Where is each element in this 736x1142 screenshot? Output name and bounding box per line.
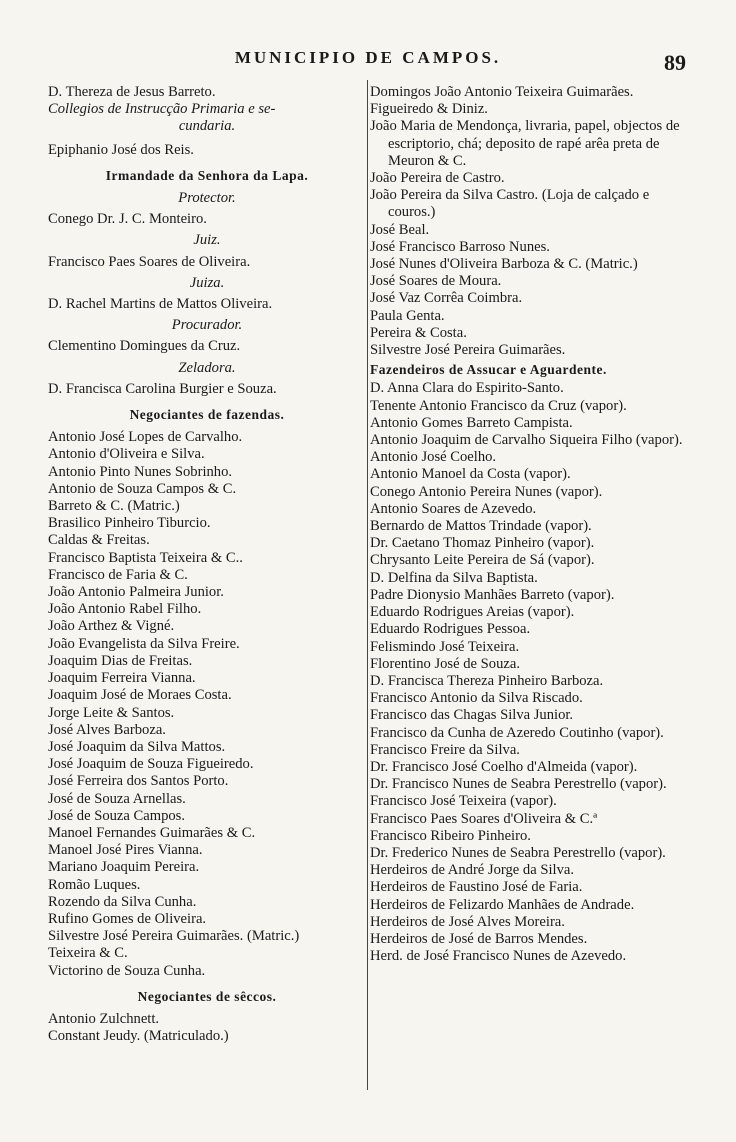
list-item: Herdeiros de José de Barros Mendes.	[370, 930, 588, 947]
list-item: José Joaquim de Souza Figueiredo.	[48, 756, 254, 773]
list-item: Silvestre José Pereira Guimarães. (Matric.)	[48, 928, 300, 945]
page-header	[0, 48, 736, 74]
list-item: José Soares de Moura.	[370, 273, 502, 290]
list-item: Felismindo José Teixeira.	[370, 638, 520, 655]
list-item: Antonio d'Oliveira e Silva.	[48, 446, 205, 463]
list-item: Eduardo Rodrigues Areias (vapor).	[370, 604, 575, 621]
protector-label: Protector.	[178, 190, 236, 207]
list-item: João Antonio Rabel Filho.	[48, 601, 202, 618]
list-item: Brasilico Pinheiro Tiburcio.	[48, 515, 211, 532]
list-item: Dr. Francisco Nunes de Seabra Perestrello (vapor).	[370, 776, 667, 793]
page-title: MUNICIPIO DE CAMPOS.	[234, 48, 502, 67]
list-item: Florentino José de Souza.	[370, 655, 520, 672]
list-item: Teixeira & C.	[48, 945, 128, 962]
list-item: Mariano Joaquim Pereira.	[48, 859, 200, 876]
list-item: Silvestre José Pereira Guimarães.	[370, 342, 566, 359]
zeladora-label: Zeladora.	[178, 359, 236, 376]
list-item: Bernardo de Mattos Trindade (vapor).	[370, 518, 592, 535]
entry-epiphanio: Epiphanio José dos Reis.	[48, 141, 194, 158]
fazendeiros-heading: Fazendeiros de Assucar e Aguardente.	[370, 362, 607, 378]
right-column	[370, 84, 698, 965]
collegios-heading	[48, 101, 366, 135]
list-item: José Joaquim da Silva Mattos.	[48, 738, 226, 755]
collegios-line-2: cundaria.	[178, 118, 236, 135]
list-item: Figueiredo & Diniz.	[370, 101, 488, 118]
list-item: Francisco da Cunha de Azeredo Coutinho (vapor).	[370, 724, 664, 741]
list-item: Victorino de Souza Cunha.	[48, 962, 206, 979]
page-number: 89	[664, 50, 686, 75]
list-item: Antonio José Lopes de Carvalho.	[48, 429, 243, 446]
list-item: Francisco das Chagas Silva Junior.	[370, 707, 574, 724]
list-item: Eduardo Rodrigues Pessoa.	[370, 621, 531, 638]
list-item: Conego Antonio Pereira Nunes (vapor).	[370, 483, 603, 500]
list-item: Francisco Freire da Silva.	[370, 741, 520, 758]
list-item: Dr. Frederico Nunes de Seabra Perestrello (vapor).	[370, 844, 666, 861]
seccos-heading: Negociantes de sêccos.	[137, 988, 277, 1004]
list-item: Francisco de Faria & C.	[48, 566, 188, 583]
list-item: Padre Dionysio Manhães Barreto (vapor).	[370, 586, 615, 603]
list-item: Manoel Fernandes Guimarães & C.	[48, 824, 256, 841]
list-item: João Antonio Palmeira Junior.	[48, 584, 224, 601]
list-item: Dr. Francisco José Coelho d'Almeida (vapor).	[370, 758, 638, 775]
list-item: Paula Genta.	[370, 307, 445, 324]
list-item: D. Delfina da Silva Baptista.	[370, 569, 538, 586]
column-divider	[367, 80, 368, 1090]
fazendas-list	[48, 429, 366, 980]
list-item: D. Anna Clara do Espirito-Santo.	[370, 380, 564, 397]
left-column	[48, 84, 366, 1045]
irmandade-heading: Irmandade da Senhora da Lapa.	[105, 167, 309, 183]
list-item: Francisco Paes Soares d'Oliveira & C.ª	[370, 810, 598, 827]
list-item: Joaquim José de Moraes Costa.	[48, 687, 232, 704]
merchants-list	[370, 84, 698, 359]
list-item: Antonio Soares de Azevedo.	[370, 500, 537, 517]
juiza-label: Juiza.	[189, 274, 225, 291]
list-item: Rozendo da Silva Cunha.	[48, 893, 197, 910]
list-item: Manoel José Pires Vianna.	[48, 842, 203, 859]
list-item: Herdeiros de José Alves Moreira.	[370, 913, 565, 930]
list-item: Domingos João Antonio Teixeira Guimarães.	[370, 84, 634, 100]
list-item: João Maria de Mendonça, livraria, papel, objectos de escriptorio, chá; deposito de rapé arêa preta de Meuron & C.	[370, 118, 680, 169]
protector-name: Conego Dr. J. C. Monteiro.	[48, 211, 207, 228]
list-item: Francisco Antonio da Silva Riscado.	[370, 690, 583, 707]
entry-thereza: D. Thereza de Jesus Barreto.	[48, 84, 216, 100]
list-item: Joaquim Ferreira Vianna.	[48, 670, 196, 687]
list-item: Chrysanto Leite Pereira de Sá (vapor).	[370, 552, 595, 569]
list-item: José Alves Barboza.	[48, 721, 166, 738]
list-item: Herdeiros de Felizardo Manhães de Andrade.	[370, 896, 635, 913]
seccos-list	[48, 1011, 366, 1045]
zeladora-name: D. Francisca Carolina Burgier e Souza.	[48, 380, 277, 397]
list-item: D. Francisca Thereza Pinheiro Barboza.	[370, 672, 604, 689]
list-item: Antonio Gomes Barreto Campista.	[370, 414, 573, 431]
fazendas-heading: Negociantes de fazendas.	[129, 407, 285, 423]
list-item: José Beal.	[370, 221, 430, 238]
list-item: Francisco Baptista Teixeira & C..	[48, 549, 243, 566]
juiz-label: Juiz.	[193, 232, 221, 249]
list-item: José Nunes d'Oliveira Barboza & C. (Matric.)	[370, 256, 638, 273]
list-item: João Arthez & Vigné.	[48, 618, 175, 635]
list-item: Caldas & Freitas.	[48, 532, 150, 549]
list-item: Francisco José Teixeira (vapor).	[370, 793, 557, 810]
list-item: Rufino Gomes de Oliveira.	[48, 910, 207, 927]
list-item: Pereira & Costa.	[370, 324, 467, 341]
list-item: João Pereira de Castro.	[370, 170, 505, 187]
list-item: João Pereira da Silva Castro. (Loja de calçado e couros.)	[370, 187, 650, 221]
list-item: José Francisco Barroso Nunes.	[370, 238, 550, 255]
list-item: João Evangelista da Silva Freire.	[48, 635, 240, 652]
list-item: Antonio Pinto Nunes Sobrinho.	[48, 463, 233, 480]
list-item: Dr. Caetano Thomaz Pinheiro (vapor).	[370, 535, 595, 552]
list-item: José Ferreira dos Santos Porto.	[48, 773, 229, 790]
list-item: Antonio Joaquim de Carvalho Siqueira Filho (vapor).	[370, 432, 683, 449]
fazendeiros-list	[370, 380, 698, 965]
list-item: Antonio José Coelho.	[370, 449, 497, 466]
list-item: Francisco Ribeiro Pinheiro.	[370, 827, 531, 844]
list-item: Jorge Leite & Santos.	[48, 704, 175, 721]
list-item: Antonio Zulchnett.	[48, 1010, 160, 1027]
list-item: Herdeiros de Faustino José de Faria.	[370, 879, 583, 896]
list-item: Antonio Manoel da Costa (vapor).	[370, 466, 571, 483]
juiz-name: Francisco Paes Soares de Oliveira.	[48, 253, 251, 270]
list-item: Barreto & C. (Matric.)	[48, 498, 180, 515]
procurador-name: Clementino Domingues da Cruz.	[48, 338, 241, 355]
list-item: Antonio de Souza Campos & C.	[48, 480, 237, 497]
list-item: Constant Jeudy. (Matriculado.)	[48, 1028, 229, 1045]
list-item: José de Souza Campos.	[48, 807, 186, 824]
list-item: Romão Luques.	[48, 876, 141, 893]
list-item: Herdeiros de André Jorge da Silva.	[370, 862, 574, 879]
collegios-line-1: Collegios de Instrucção Primaria e se-	[48, 101, 276, 118]
procurador-label: Procurador.	[171, 317, 243, 334]
list-item: Joaquim Dias de Freitas.	[48, 652, 193, 669]
list-item: José de Souza Arnellas.	[48, 790, 186, 807]
list-item: Tenente Antonio Francisco da Cruz (vapor).	[370, 397, 627, 414]
juiza-name: D. Rachel Martins de Mattos Oliveira.	[48, 296, 273, 313]
list-item: José Vaz Corrêa Coimbra.	[370, 290, 523, 307]
list-item: Herd. de José Francisco Nunes de Azevedo.	[370, 948, 627, 965]
